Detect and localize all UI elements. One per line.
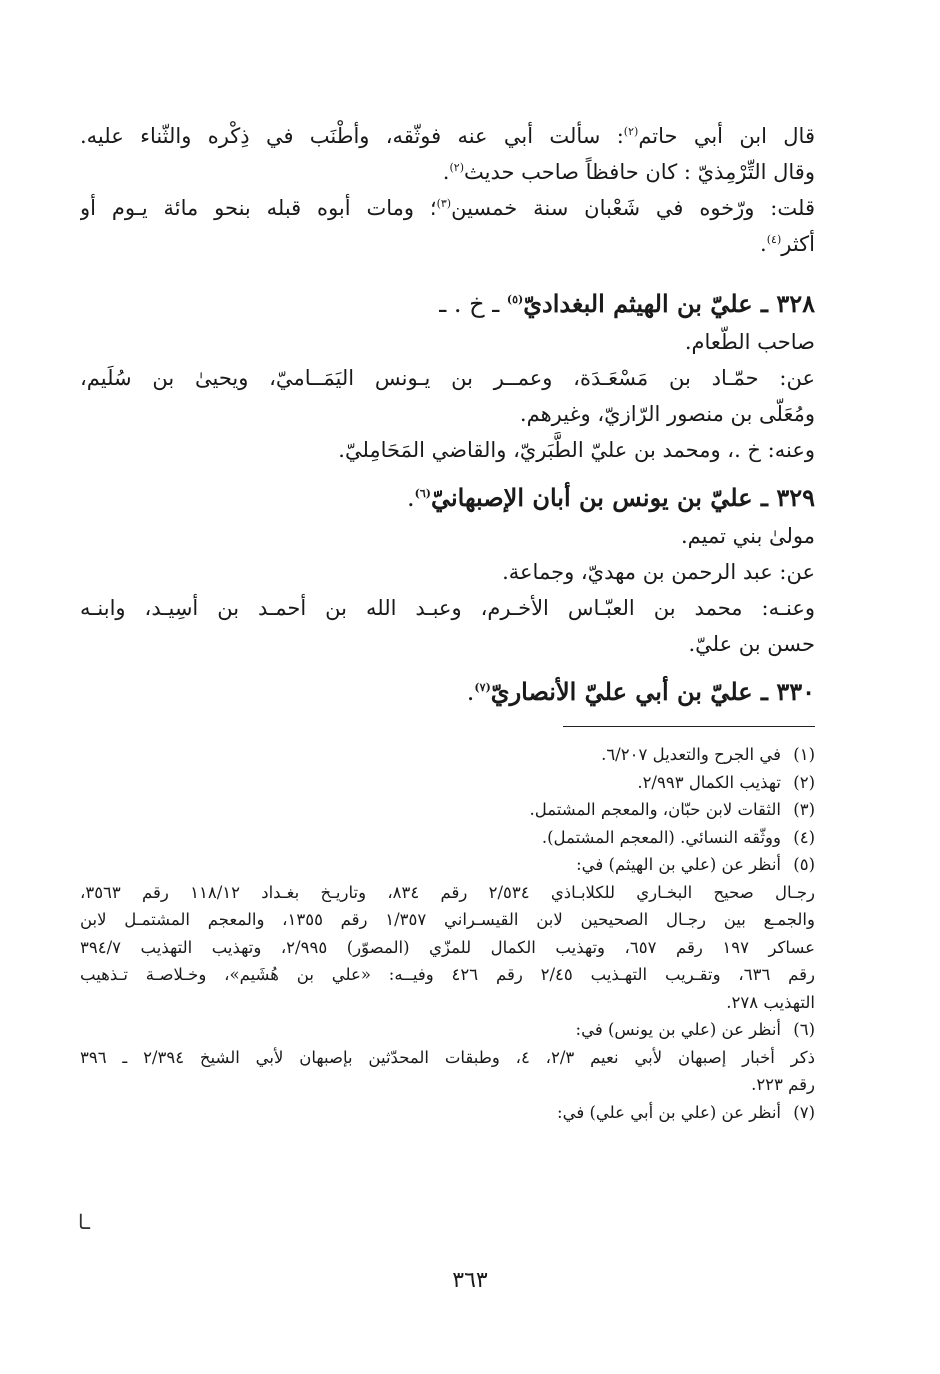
footnote-number: (١)	[793, 745, 815, 764]
text: .	[760, 232, 767, 256]
entry-line: عن: حمّـاد بن مَسْعَـدَة، وعمــر بن يـونس اليَمَــاميّ، ويحيىٰ بن سُلَيم،	[80, 366, 815, 390]
paragraph-tirmidhi	[80, 154, 815, 190]
page-body	[80, 118, 815, 1126]
entry-title-330	[80, 672, 815, 712]
footnote-6-line: رقم ٢٢٣.	[751, 1075, 815, 1094]
paragraph-ibn-abi-hatim	[80, 118, 815, 154]
footnote-5-line: رقم ٦٣٦، وتقـريب التهـذيب ٢/٤٥ رقم ٤٢٦ وفيــه: «علي بن هُشَيم»، وخـلاصـة تـذهيب	[80, 965, 815, 984]
entry-suffix: .	[406, 484, 415, 512]
text: قال ابن أبي حاتم	[638, 124, 815, 148]
footnote-5-line: والجمـع بين رجـال الصحيحين لابن القيسـراني ١/٣٥٧ رقم ١٣٥٥، والمعجم المشتمـل لابن	[80, 910, 815, 929]
footnote-6	[80, 1016, 815, 1044]
footnote-text: تهذيب الكمال ٢/٩٩٣.	[637, 772, 781, 792]
footnote-text: أنظر عن (علي بن الهيثم) في:	[576, 855, 781, 874]
footnote-text: أنظر عن (علي بن يونس) في:	[575, 1020, 781, 1039]
footnote-5-line: عساكر ١٩٧ رقم ٦٥٧، وتهذيب الكمال للمزّي (المصوّر) ٢/٩٩٥، وتهذيب التهذيب ٣٩٤/٧	[80, 937, 815, 957]
margin-mark: ـا	[78, 1210, 90, 1234]
paragraph-qultu-cont	[80, 226, 815, 262]
footnote-6-line: ذكر أخبار إصبهان لأبي نعيم ٢/٣، ٤، وطبقات المحدّثين بإصبهان لأبي الشيخ ٢/٣٩٤ ـ ٣٩٦	[80, 1047, 815, 1067]
footnote-2	[80, 769, 815, 797]
footnote-ref[interactable]: (٢)	[623, 125, 639, 138]
footnote-number: (٣)	[793, 800, 815, 819]
footnote-text: ووثّقه النسائي. (المعجم المشتمل).	[541, 827, 781, 847]
footnote-text: في الجرح والتعديل ٦/٢٠٧.	[601, 745, 781, 764]
footnote-ref[interactable]: (٥)	[506, 293, 524, 306]
entry-title-329	[80, 478, 815, 518]
footnote-ref[interactable]: (٣)	[436, 197, 452, 210]
entry-title-328	[80, 284, 815, 324]
footnote-ref[interactable]: (٧)	[474, 681, 491, 694]
footnote-number: (٦)	[793, 1020, 815, 1039]
text: أكثر	[781, 232, 815, 256]
entry-suffix: ـ خ . ـ	[439, 290, 507, 318]
footnote-5-line: رجـال صحيح البخـاري للكلابـاذي ٢/٥٣٤ رقم ٨٣٤، وتاريـخ بغـداد ١١٨/١٢ رقم ٣٥٦٣،	[80, 882, 815, 902]
footnote-1	[80, 741, 815, 769]
text: قلت: ورّخوه في شَعْبان سنة خمسين	[451, 196, 815, 220]
footnote-number: (٧)	[793, 1102, 815, 1122]
footnote-number: (٢)	[793, 772, 815, 792]
footnote-number: (٥)	[793, 855, 815, 874]
text: : سألت أبي عنه فوثّقه، وأطْنَب في ذِكْره والثّناء عليه.	[80, 124, 624, 148]
entry-name: ٣٣٠ ـ عليّ بن أبي عليّ الأنصاريّ	[490, 677, 815, 706]
footnote-4	[80, 824, 815, 852]
page-number: ٣٦٣	[452, 1268, 488, 1293]
footnote-ref[interactable]: (٢)	[449, 161, 464, 174]
footnotes	[80, 741, 815, 1126]
footnote-text: أنظر عن (علي بن أبي علي) في:	[557, 1102, 781, 1122]
entry-line: مولىٰ بني تميم.	[680, 524, 815, 548]
entry-line: وعنه: خ .، ومحمد بن عليّ الطَّبَريّ، والقاضي المَحَامِليّ.	[338, 438, 815, 462]
entry-name: ٣٢٨ ـ عليّ بن الهيثم البغداديّ	[523, 289, 815, 318]
footnote-number: (٤)	[793, 827, 815, 847]
entry-line: حسن بن عليّ.	[688, 632, 815, 656]
footnote-3	[80, 796, 815, 824]
footnote-5-line: التهذيب ٢٧٨.	[726, 992, 815, 1012]
footnote-7	[80, 1099, 815, 1127]
footnote-text: الثقات لابن حبّان، والمعجم المشتمل.	[529, 800, 781, 819]
footnote-divider	[563, 726, 815, 727]
footnote-ref[interactable]: (٦)	[414, 487, 431, 500]
footnote-5	[80, 851, 815, 879]
entry-name: ٣٢٩ ـ عليّ بن يونس بن أبان الإصبهانيّ	[430, 483, 815, 512]
text: .	[442, 160, 450, 184]
entry-line: ومُعَلّى بن منصور الرّازيّ، وغيرهم.	[519, 402, 815, 426]
entry-line: عن: عبد الرحمن بن مهديّ، وجماعة.	[502, 560, 815, 584]
text: وقال التِّرْمِذيّ : كان حافظاً صاحب حديث	[464, 160, 815, 184]
entry-suffix: .	[466, 678, 475, 706]
footnote-ref[interactable]: (٤)	[766, 233, 782, 246]
entry-line: وعنـه: محمد بن العبّـاس الأخـرم، وعبـد الله بن أحمـد بن أسِيـد، وابنـه	[80, 596, 815, 620]
paragraph-qultu	[80, 190, 815, 226]
entry-line: صاحب الطّعام.	[684, 330, 815, 354]
text: ؛ ومات أبوه قبله بنحو مائة يـوم أو	[80, 196, 437, 220]
